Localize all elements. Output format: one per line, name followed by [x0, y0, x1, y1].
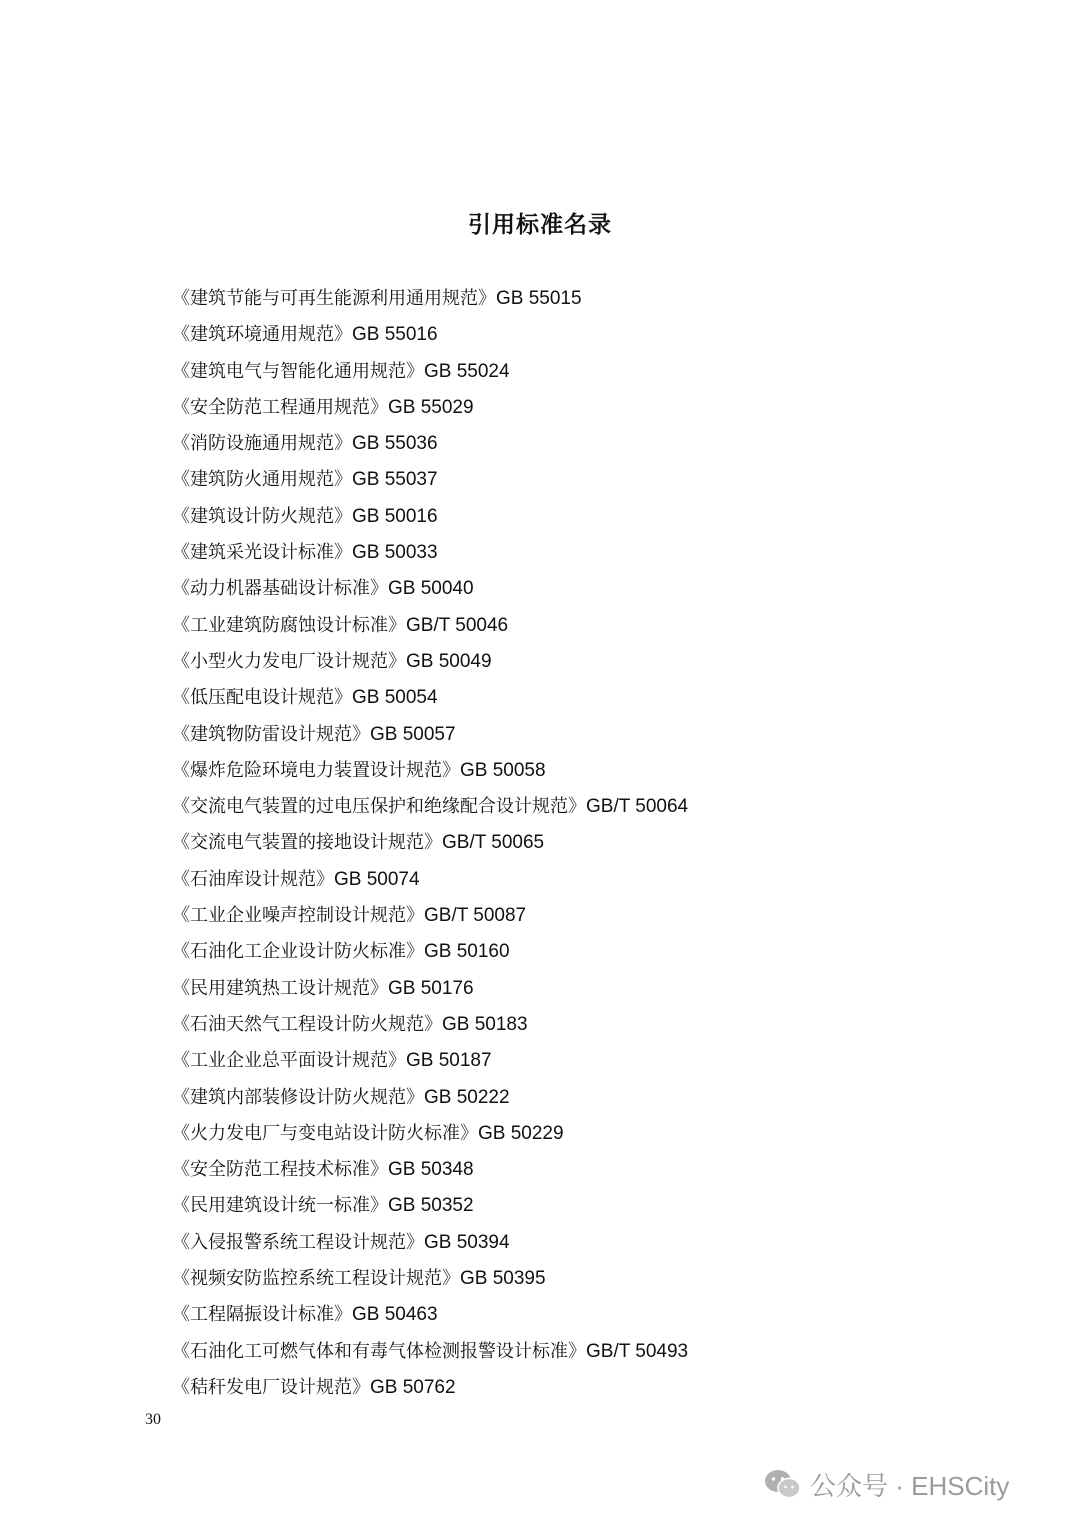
- standard-item: [172, 571, 688, 607]
- standard-name: 《建筑环境通用规范》: [172, 324, 352, 346]
- standard-code: GB/T 50065: [442, 832, 545, 854]
- standard-code: GB 50463: [352, 1304, 438, 1326]
- standard-code: GB 50054: [352, 687, 438, 709]
- standard-name: 《石油天然气工程设计防火规范》: [172, 1013, 442, 1035]
- standard-name: 《民用建筑热工设计规范》: [172, 977, 388, 999]
- standard-name: 《石油化工企业设计防火标准》: [172, 941, 424, 963]
- standard-item: [172, 608, 688, 644]
- standard-item: [172, 862, 688, 898]
- standard-name: 《安全防范工程技术标准》: [172, 1159, 388, 1181]
- standard-name: 《秸秆发电厂设计规范》: [172, 1376, 370, 1398]
- standard-name: 《建筑物防雷设计规范》: [172, 723, 370, 745]
- standard-item: [172, 680, 688, 716]
- standard-code: GB 50762: [370, 1376, 456, 1398]
- standard-item: [172, 971, 688, 1007]
- standard-item: [172, 535, 688, 571]
- standard-code: GB 50176: [388, 977, 474, 999]
- standard-item: [172, 499, 688, 535]
- standard-code: GB 50016: [352, 505, 438, 527]
- standard-name: 《交流电气装置的接地设计规范》: [172, 832, 442, 854]
- standard-name: 《建筑电气与智能化通用规范》: [172, 360, 424, 382]
- page-number: 30: [145, 1411, 161, 1428]
- standard-item: [172, 1116, 688, 1152]
- standard-name: 《工程隔振设计标准》: [172, 1304, 352, 1326]
- standard-item: [172, 789, 688, 825]
- standard-code: GB 50352: [388, 1195, 474, 1217]
- standard-item: [172, 1080, 688, 1116]
- standard-code: GB 50049: [406, 650, 492, 672]
- standard-item: [172, 317, 688, 353]
- standard-code: GB 50160: [424, 941, 510, 963]
- standard-code: GB 50222: [424, 1086, 510, 1108]
- standard-name: 《交流电气装置的过电压保护和绝缘配合设计规范》: [172, 796, 586, 818]
- standard-name: 《工业企业噪声控制设计规范》: [172, 905, 424, 927]
- standard-name: 《火力发电厂与变电站设计防火标准》: [172, 1122, 478, 1144]
- standard-code: GB 50229: [478, 1122, 564, 1144]
- wechat-icon: [764, 1469, 802, 1501]
- standard-code: GB 55029: [388, 396, 474, 418]
- standard-code: GB/T 50064: [586, 796, 689, 818]
- watermark-text: 公众号 · EHSCity: [810, 1471, 1010, 1501]
- standard-item: [172, 1007, 688, 1043]
- standard-name: 《爆炸危险环境电力装置设计规范》: [172, 759, 460, 781]
- standard-item: [172, 390, 688, 426]
- standard-name: 《视频安防监控系统工程设计规范》: [172, 1268, 460, 1290]
- standard-code: GB 50074: [334, 868, 420, 890]
- standard-code: GB 55037: [352, 469, 438, 491]
- standard-item: [172, 898, 688, 934]
- standard-name: 《石油库设计规范》: [172, 868, 334, 890]
- standard-name: 《小型火力发电厂设计规范》: [172, 650, 406, 672]
- standard-item: [172, 426, 688, 462]
- standard-code: GB 50348: [388, 1159, 474, 1181]
- standard-code: GB 50395: [460, 1268, 546, 1290]
- standard-code: GB/T 50046: [406, 614, 509, 636]
- standard-name: 《工业建筑防腐蚀设计标准》: [172, 614, 406, 636]
- standard-code: GB 55024: [424, 360, 510, 382]
- standard-name: 《民用建筑设计统一标准》: [172, 1195, 388, 1217]
- standard-item: [172, 1261, 688, 1297]
- standard-name: 《低压配电设计规范》: [172, 687, 352, 709]
- standard-item: [172, 753, 688, 789]
- standard-code: GB 55015: [496, 288, 582, 309]
- standards-list: [172, 281, 688, 1406]
- standard-item: [172, 354, 688, 390]
- page-title: 引用标准名录: [468, 212, 612, 238]
- standard-code: GB 50040: [388, 578, 474, 600]
- standard-item: [172, 462, 688, 498]
- standard-code: GB 50183: [442, 1013, 528, 1035]
- standard-item: [172, 1043, 688, 1079]
- standard-code: GB 50057: [370, 723, 456, 745]
- standard-item: [172, 1334, 688, 1370]
- standard-item: [172, 1188, 688, 1224]
- standard-code: GB 50187: [406, 1050, 492, 1072]
- standard-name: 《石油化工可燃气体和有毒气体检测报警设计标准》: [172, 1340, 586, 1362]
- standard-name: 《安全防范工程通用规范》: [172, 396, 388, 418]
- standard-item: [172, 281, 688, 317]
- standard-code: GB 55036: [352, 433, 438, 455]
- standard-item: [172, 1297, 688, 1333]
- standard-name: 《建筑设计防火规范》: [172, 505, 352, 527]
- standard-code: GB 55016: [352, 324, 438, 346]
- standard-name: 《入侵报警系统工程设计规范》: [172, 1231, 424, 1253]
- watermark: [764, 1466, 1009, 1503]
- standard-code: GB/T 50493: [586, 1340, 689, 1362]
- standard-item: [172, 1370, 688, 1406]
- standard-item: [172, 1225, 688, 1261]
- standard-name: 《建筑防火通用规范》: [172, 469, 352, 491]
- standard-name: 《建筑内部装修设计防火规范》: [172, 1086, 424, 1108]
- standard-code: GB/T 50087: [424, 905, 527, 927]
- standard-name: 《建筑采光设计标准》: [172, 542, 352, 564]
- standard-code: GB 50033: [352, 542, 438, 564]
- standard-code: GB 50058: [460, 759, 546, 781]
- standard-name: 《消防设施通用规范》: [172, 433, 352, 455]
- standard-name: 《建筑节能与可再生能源利用通用规范》: [172, 288, 496, 309]
- standard-name: 《动力机器基础设计标准》: [172, 578, 388, 600]
- standard-item: [172, 717, 688, 753]
- standard-item: [172, 1152, 688, 1188]
- standard-code: GB 50394: [424, 1231, 510, 1253]
- standard-item: [172, 825, 688, 861]
- standard-item: [172, 934, 688, 970]
- standard-item: [172, 644, 688, 680]
- standard-name: 《工业企业总平面设计规范》: [172, 1050, 406, 1072]
